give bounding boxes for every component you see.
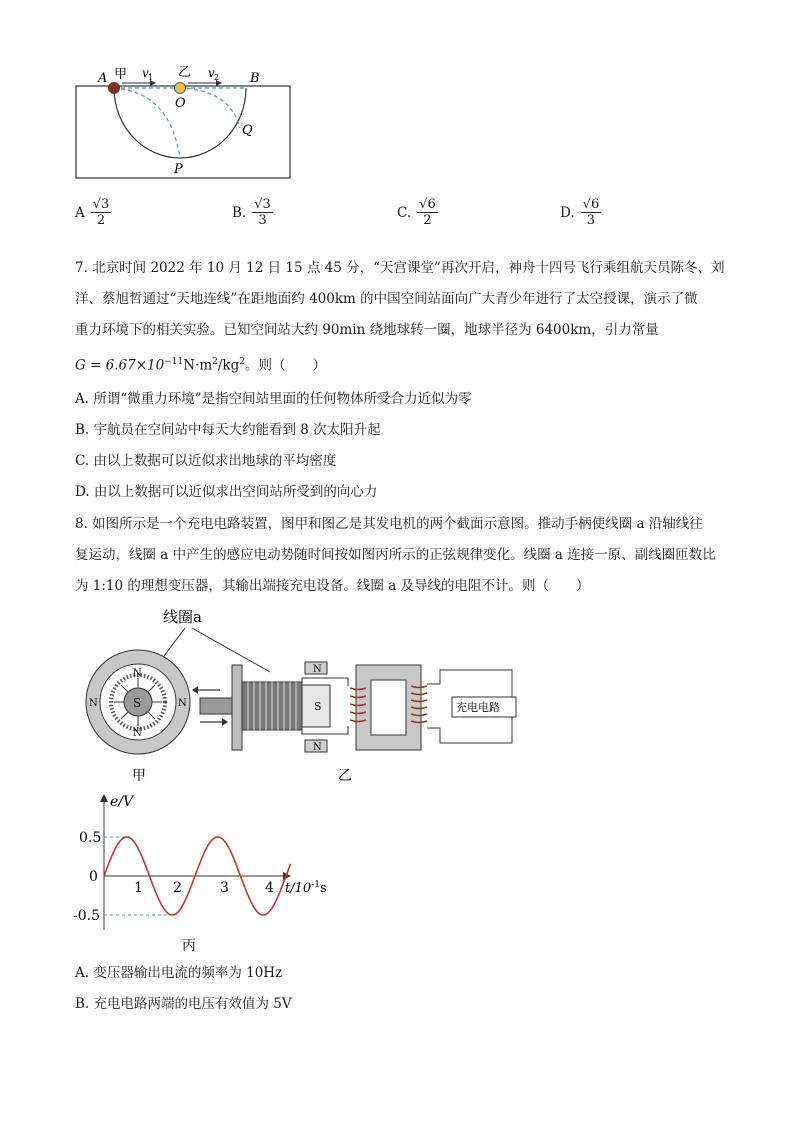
- q6-label-P: P: [174, 162, 183, 177]
- q8-label-bing: 丙: [182, 938, 196, 954]
- q8-graph-xlabel: [285, 880, 327, 896]
- q6-option-d-radicand: 6: [590, 197, 600, 212]
- q7-formula-exp: −11: [164, 357, 184, 367]
- q8-graph-xtick-3: 3: [220, 880, 229, 896]
- q7-option-b[interactable]: B. 宇航员在空间站中每天大约能看到 8 次太阳升起: [75, 422, 381, 438]
- q7-stem-line3: 重力环境下的相关实验。已知空间站大约 90min 绕地球转一圈，地球半径为 6400km，引力常量: [75, 322, 659, 338]
- q6-label-B: B: [250, 71, 260, 86]
- q6-option-a-fraction: $\frac{√3}{2}$: [92, 197, 110, 228]
- q8-label-yi: 乙: [338, 768, 352, 784]
- q6-label-v2-sub: 2: [214, 73, 220, 82]
- q6-option-d-letter: D.: [560, 204, 575, 221]
- q8-yi-arrowhead-right: [222, 718, 228, 726]
- q6-option-b-radicand: 3: [262, 197, 271, 212]
- q6-path-to-P: [114, 88, 180, 158]
- q6-path-to-Q: [180, 88, 240, 128]
- q7-unit-mid: /kg: [217, 357, 240, 374]
- q8-yi-handle: [200, 698, 232, 714]
- q8-yi-S: S: [314, 700, 322, 713]
- q6-label-A: A: [98, 71, 108, 86]
- q8-emf-graph: [73, 790, 360, 955]
- q8-graph-ytick-0: 0: [89, 869, 98, 885]
- q8-graph-xlabel-exp: -1: [311, 880, 320, 890]
- q8-yi-arrowhead-left: [192, 686, 198, 694]
- q6-ball-yi: [175, 83, 186, 94]
- q8-yi-plate: [232, 665, 242, 750]
- q6-label-jia: 甲: [114, 67, 128, 82]
- q6-label-O: O: [175, 96, 186, 111]
- q8-coil-pointer-2: [192, 628, 270, 672]
- q6-label-v1-sub: 1: [148, 73, 154, 82]
- q8-coil-label: 线圈a: [163, 608, 202, 626]
- q7-stem-line1: 7. 北京时间 2022 年 10 月 12 日 15 点 45 分，“天宫课堂”再次开启，神舟十四号飞行乘组航天员陈冬、刘: [75, 260, 725, 276]
- q6-option-a-letter: A: [75, 204, 85, 221]
- q6-label-v1: v: [142, 66, 149, 80]
- q8-jia-N-bottom: N: [133, 728, 142, 739]
- q6-option-c-letter: C.: [397, 204, 412, 221]
- q8-transformer-window: [371, 680, 406, 735]
- q6-option-d[interactable]: [560, 197, 601, 228]
- q6-option-c-den: 2: [423, 213, 432, 228]
- q8-graph-ytick-neg05: -0.5: [73, 908, 100, 924]
- q8-graph-xlabel-unit: s: [319, 881, 327, 896]
- q6-option-b[interactable]: [232, 197, 273, 228]
- q8-graph-xtick-4: 4: [265, 880, 274, 896]
- q8-jia-N-left: N: [89, 698, 98, 709]
- q6-label-Q: Q: [242, 123, 253, 138]
- q6-label-yi: 乙: [178, 65, 192, 80]
- q6-option-c-fraction: $\frac{√6}{2}$: [419, 197, 436, 228]
- q8-graph-y-arrow: [100, 794, 108, 802]
- q8-graph-ytick-05: 0.5: [79, 830, 102, 846]
- q8-option-a[interactable]: A. 变压器输出电流的频率为 10Hz: [75, 965, 283, 981]
- q7-formula: [75, 352, 326, 376]
- q7-stem-line2: 洋、蔡旭哲通过“天地连线”在距地面约 400km 的中国空间站面向广大青少年进行了太空授课，演示了微: [75, 291, 698, 307]
- q6-option-b-den: 3: [258, 213, 267, 228]
- q8-graph-xtick-2: 2: [173, 880, 182, 896]
- q8-option-b[interactable]: B. 充电电路两端的电压有效值为 5V: [75, 996, 292, 1012]
- q7-formula-suffix: 。则（ ）: [244, 357, 326, 374]
- q6-option-a[interactable]: [75, 197, 111, 228]
- q7-option-c[interactable]: C. 由以上数据可以近似求出地球的平均密度: [75, 453, 337, 469]
- q8-yi-N-bottom: N: [313, 742, 322, 753]
- q8-stem-line2: 复运动，线圈 a 中产生的感应电动势随时间按如图丙所示的正弦规律变化。线圈 a 连接一原、副线圈匝数比: [75, 547, 716, 563]
- q6-option-c[interactable]: [397, 197, 438, 228]
- q6-label-v2: v: [208, 66, 215, 80]
- q6-option-d-fraction: $\frac{√6}{3}$: [582, 197, 600, 228]
- q7-unit-exp2: 2: [239, 357, 245, 367]
- q8-jia-S: S: [133, 696, 142, 710]
- q8-label-jia: 甲: [132, 768, 146, 784]
- q6-option-c-radicand: 6: [427, 197, 436, 212]
- q8-graph-xtick-1: 1: [134, 880, 143, 896]
- q6-option-a-den: 2: [96, 213, 106, 228]
- q7-formula-unit: N·m: [183, 357, 213, 374]
- q6-figure: [70, 62, 300, 182]
- q8-graph-xlabel-main: t/10: [285, 881, 312, 896]
- q8-charge-label: 充电电路: [456, 701, 500, 714]
- q8-stem-line1: 8. 如图所示是一个充电电路装置，图甲和图乙是其发电机的两个截面示意图。推动手柄使线圈 a 沿轴线往: [75, 516, 703, 532]
- q7-option-a[interactable]: A. 所谓“微重力环境”是指空间站里面的任何物体所受合力近似为零: [75, 391, 472, 407]
- q6-option-a-radicand: 3: [101, 197, 110, 212]
- q8-apparatus-figure: [80, 600, 520, 785]
- q7-unit-exp1: 2: [212, 357, 218, 367]
- q7-formula-prefix: G = 6.67×10: [75, 357, 165, 374]
- q7-option-d[interactable]: D. 由以上数据可以近似求出空间站所受到的向心力: [75, 484, 378, 500]
- q8-jia-N-right: N: [178, 698, 187, 709]
- q6-ball-jia: [109, 83, 120, 94]
- q6-option-b-letter: B.: [232, 204, 247, 221]
- q8-yi-N-top: N: [313, 664, 322, 675]
- q8-graph-ylabel: e/V: [110, 794, 134, 810]
- q8-stem-line3: 为 1:10 的理想变压器，其输出端接充电设备。线圈 a 及导线的电阻不计。则（ ）: [75, 578, 590, 594]
- q8-jia-N-top: N: [133, 668, 142, 679]
- q6-option-d-den: 3: [586, 213, 596, 228]
- q6-option-b-fraction: $\frac{√3}{3}$: [254, 197, 271, 228]
